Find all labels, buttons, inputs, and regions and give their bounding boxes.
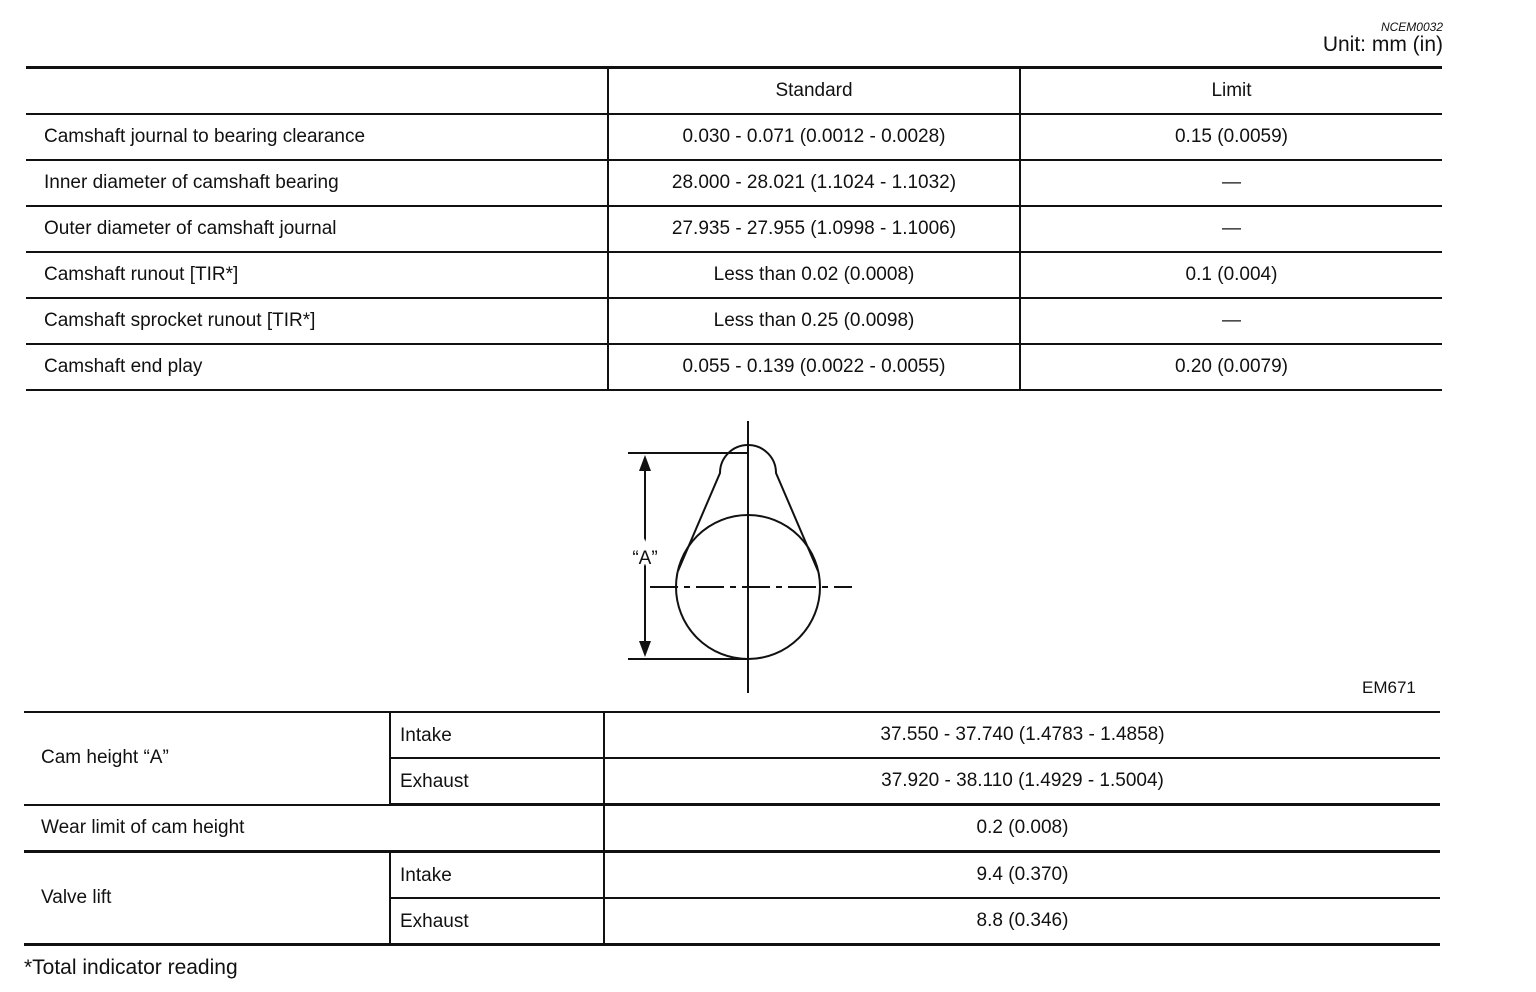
table-row <box>26 298 1442 344</box>
row-label: Camshaft sprocket runout [TIR*] <box>26 298 608 344</box>
sub-label: Exhaust <box>390 898 604 945</box>
value-cell: 8.8 (0.346) <box>604 898 1440 945</box>
row-label: Outer diameter of camshaft journal <box>26 206 608 252</box>
value-cell: 37.550 - 37.740 (1.4783 - 1.4858) <box>604 712 1440 758</box>
standard-value: Less than 0.25 (0.0098) <box>608 298 1020 344</box>
unit-label: Unit: mm (in) <box>1322 33 1443 56</box>
value-cell: 37.920 - 38.110 (1.4929 - 1.5004) <box>604 758 1440 805</box>
standard-value: 0.030 - 0.071 (0.0012 - 0.0028) <box>608 114 1020 160</box>
table-row <box>26 344 1442 390</box>
standard-value: Less than 0.02 (0.0008) <box>608 252 1020 298</box>
limit-value: — <box>1020 298 1442 344</box>
camshaft-spec-table <box>26 66 1442 391</box>
footnote: *Total indicator reading <box>24 956 238 979</box>
arrow-down-icon <box>639 641 651 657</box>
sub-label: Intake <box>390 712 604 758</box>
limit-value: 0.1 (0.004) <box>1020 252 1442 298</box>
reference-code: NCEM0032 <box>1380 20 1443 34</box>
cam-height-table <box>24 711 1440 946</box>
row-label: Camshaft runout [TIR*] <box>26 252 608 298</box>
table-row <box>26 252 1442 298</box>
row-label: Inner diameter of camshaft bearing <box>26 160 608 206</box>
value-cell: 9.4 (0.370) <box>604 852 1440 899</box>
row-label: Camshaft journal to bearing clearance <box>26 114 608 160</box>
table-row <box>26 160 1442 206</box>
row-label: Valve lift <box>24 852 390 945</box>
limit-value: 0.15 (0.0059) <box>1020 114 1442 160</box>
table-row <box>24 712 1440 758</box>
table-row <box>26 114 1442 160</box>
figure-code: EM671 <box>1362 678 1416 697</box>
row-label: Cam height “A” <box>24 712 390 805</box>
table-header-row <box>26 68 1442 115</box>
standard-value: 27.935 - 27.955 (1.0998 - 1.1006) <box>608 206 1020 252</box>
sub-label: Exhaust <box>390 758 604 805</box>
table-row <box>24 805 1440 852</box>
limit-value: 0.20 (0.0079) <box>1020 344 1442 390</box>
column-header-limit: Limit <box>1020 68 1442 115</box>
standard-value: 28.000 - 28.021 (1.1024 - 1.1032) <box>608 160 1020 206</box>
table-row <box>24 852 1440 899</box>
dimension-label: “A” <box>632 548 658 569</box>
column-header-item <box>26 68 608 115</box>
standard-value: 0.055 - 0.139 (0.0022 - 0.0055) <box>608 344 1020 390</box>
column-header-standard: Standard <box>608 68 1020 115</box>
value-cell: 0.2 (0.008) <box>604 805 1440 852</box>
arrow-up-icon <box>639 455 651 471</box>
row-label: Camshaft end play <box>44 356 203 377</box>
limit-value: — <box>1020 160 1442 206</box>
limit-value: — <box>1020 206 1442 252</box>
cam-lobe-diagram <box>600 415 860 695</box>
row-label: Wear limit of cam height <box>24 805 604 852</box>
sub-label: Intake <box>390 852 604 899</box>
table-row <box>26 206 1442 252</box>
